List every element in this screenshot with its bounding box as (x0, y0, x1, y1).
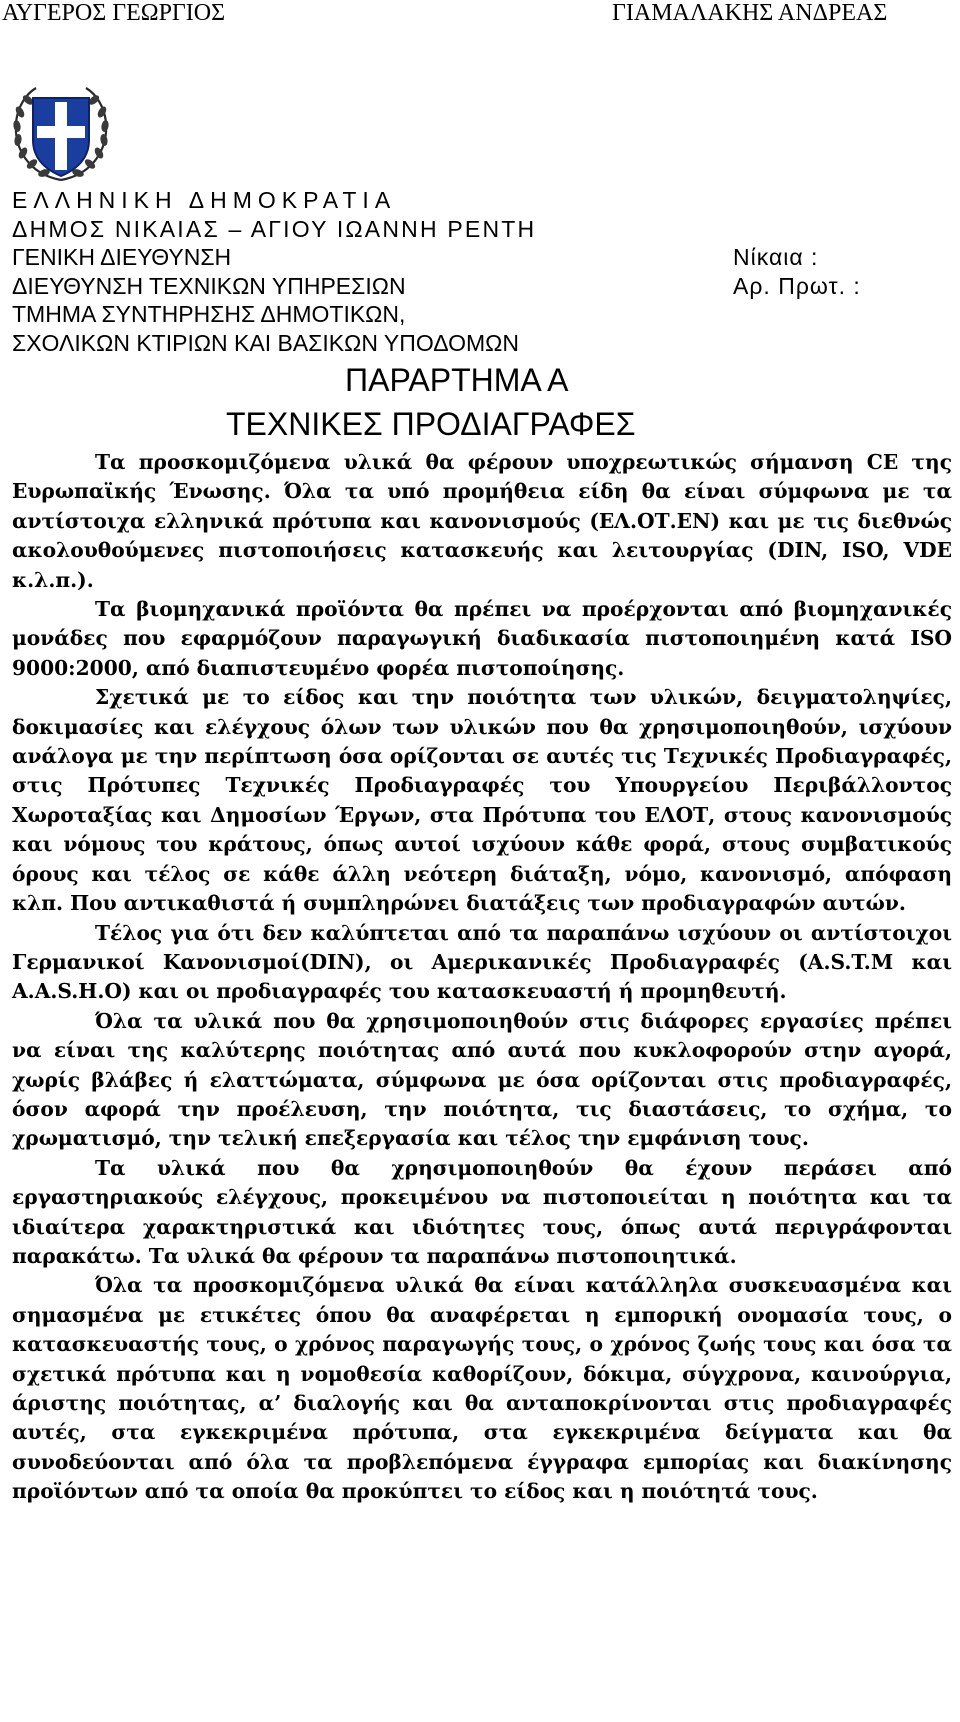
header-line-department-cont: ΣΧΟΛΙΚΩΝ ΚΤΙΡΙΩΝ ΚΑΙ ΒΑΣΙΚΩΝ ΥΠΟΔΟΜΩΝ (12, 329, 519, 356)
greek-coat-of-arms-icon (10, 82, 112, 186)
paragraph: Τα υλικά που θα χρησιμοποιηθούν θα έχουν περάσει από εργαστηριακούς ελέγχους, προκειμένου να πιστοποιείται η ποιότητα και τα ιδιαίτερα χαρακτηριστικά και ιδιότητες τους, όπως αυτά περιγράφονται παρακάτω. Τα υλικά θα φέρουν τα παραπάνω πιστοποιητικά. (12, 1155, 952, 1268)
reference-block (733, 243, 861, 300)
signatory-left: ΑΥΓΕΡΟΣ ΓΕΩΡΓΙΟΣ (2, 0, 226, 26)
header-line-republic: ΕΛΛΗΝΙΚΗ ΔΗΜΟΚΡΑΤΙΑ (12, 187, 397, 213)
header-line-municipality: ΔΗΜΟΣ ΝΙΚΑΙΑΣ – ΑΓΙΟΥ ΙΩΑΝΝΗ ΡΕΝΤΗ (12, 215, 537, 242)
place-label: Νίκαια : (733, 244, 819, 270)
signatories-row (0, 0, 960, 30)
paragraph: Όλα τα προσκομιζόμενα υλικά θα είναι κατάλληλα συσκευασμένα και σημασμένα με ετικέτες όπου θα αναφέρεται η εμπορική ονομασία τους, ο κατασκευαστής τους, ο χρόνος παραγωγής τους, ο χρόνος ζωής τους και όσα τα σχετικά πρότυπα και η νομοθεσία καθορίζουν, δόκιμα, σύγχρονα, καινούργια, άριστης ποιότητας, α’ διαλογής και θα ανταποκρίνονται στις προδιαγραφές αυτές, στα εγκεκριμένα πρότυπα, στα εγκεκριμένα δείγματα και θα συνοδεύονται από όλα τα προβλεπόμενα έγγραφα εμπορίας και διακίνησης προϊόντων από τα οποία θα προκύπτει το είδος και η ποιότητά τους. (12, 1273, 952, 1504)
paragraph: Σχετικά με το είδος και την ποιότητα των υλικών, δειγματοληψίες, δοκιμασίες και ελέγχους όλων των υλικών που θα χρησιμοποιηθούν, ισχύουν ανάλογα με την περίπτωση όσα ορίζονται σε αυτές τις Τεχνικές Προδιαγραφές, στις Πρότυπες Τεχνικές Προδιαγραφές του Υπουργείου Περιβάλλοντος Χωροταξίας και Δημοσίων Έργων, στα Πρότυπα του ΕΛΟΤ, στους κανονισμούς και νόμους του κράτους, όπως αυτοί ισχύουν κάθε φορά, στους συμβατικούς όρους και τέλος σε κάθε άλλη νεότερη διάταξη, νόμο, κανονισμό, απόφαση κλπ. Που αντικαθιστά ή συμπληρώνει διατάξεις των προδιαγραφών αυτών. (12, 685, 952, 916)
annex-subtitle: ΤΕΧΝΙΚΕΣ ΠΡΟΔΙΑΓΡΑΦΕΣ (226, 406, 636, 442)
header-line-technical-directorate: ΔΙΕΥΘΥΝΣΗ ΤΕΧΝΙΚΩΝ ΥΠΗΡΕΣΙΩΝ (12, 272, 406, 299)
signatory-right: ΓΙΑΜΑΛΑΚΗΣ ΑΝΔΡΕΑΣ (612, 0, 888, 26)
header-line-general-directorate: ΓΕΝΙΚΗ ΔΙΕΥΘΥΝΣΗ (12, 244, 232, 270)
paragraph: Τέλος για ότι δεν καλύπτεται από τα παραπάνω ισχύουν οι αντίστοιχοι Γερμανικοί Κανονισμοί(DIN), οι Αμερικανικές Προδιαγραφές (A.S.T.M και A.A.S.H.O) και οι προδιαγραφές του κατασκευαστή ή προμηθευτή. (12, 920, 952, 1004)
paragraph: Όλα τα υλικά που θα χρησιμοποιηθούν στις διάφορες εργασίες πρέπει να είναι της καλύτερης ποιότητας από αυτά που κυκλοφορούν στην αγορά, χωρίς βλάβες ή ελαττώματα, σύμφωνα με όσα ορίζονται στις προδιαγραφές, όσον αφορά την προέλευση, την ποιότητα, τις διαστάσεις, το σχήμα, το χρωματισμό, την τελική επεξεργασία και τέλος την εμφάνιση τους. (12, 1008, 952, 1151)
header-line-department: ΤΜΗΜΑ ΣΥΝΤΗΡΗΣΗΣ ΔΗΜΟΤΙΚΩΝ, (12, 301, 406, 327)
annex-title: ΠΑΡΑΡΤΗΜΑ Α (345, 362, 569, 398)
specifications-body (12, 448, 952, 1507)
protocol-number-label: Αρ. Πρωτ. : (733, 272, 861, 299)
paragraph: Τα προσκομιζόμενα υλικά θα φέρουν υποχρεωτικώς σήμανση CE της Ευρωπαϊκής Ένωσης. Όλα τα υπό προμήθεια είδη θα είναι σύμφωνα με τα αντίστοιχα ελληνικά πρότυπα και κανονισμούς (ΕΛ.ΟΤ.ΕΝ) και με τις διεθνώς ακολουθούμενες πιστοποιήσεις κατασκευής και λειτουργίας (DIN, ISO, VDE κ.λ.π.). (12, 450, 952, 592)
paragraph: Τα βιομηχανικά προϊόντα θα πρέπει να προέρχονται από βιομηχανικές μονάδες που εφαρμόζουν παραγωγική διαδικασία πιστοποιημένη κατά ISO 9000:2000, από διαπιστευμένο φορέα πιστοποίησης. (12, 597, 952, 680)
